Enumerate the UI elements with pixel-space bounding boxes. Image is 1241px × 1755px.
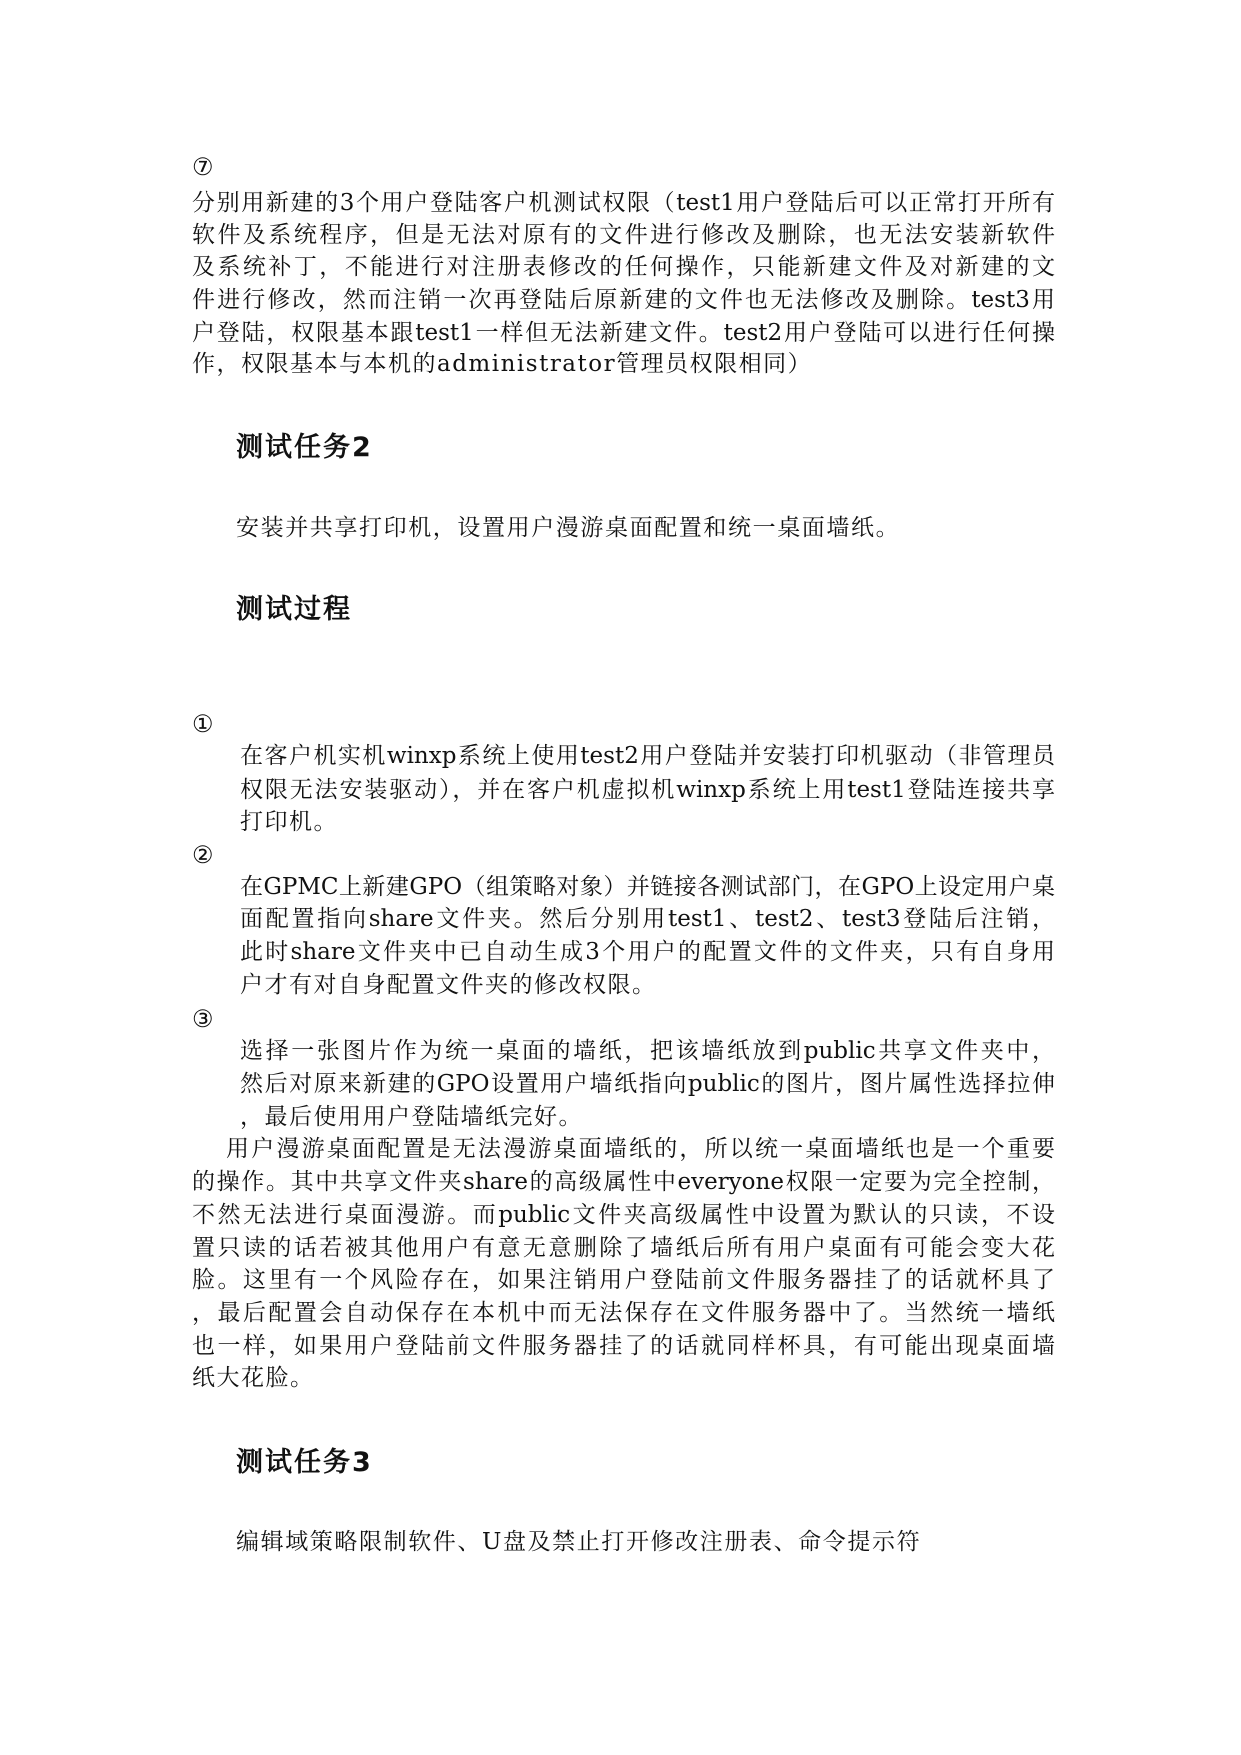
task3-heading: 测试任务3: [236, 1447, 373, 1478]
step1-line: 在客户机实机winxp系统上使用test2用户登陆并安装打印机驱动（非管理员: [240, 743, 1055, 769]
step-marker-1: ①: [192, 710, 214, 738]
step2-line: 面配置指向share文件夹。然后分别用test1、test2、test3登陆后注销，: [240, 906, 1055, 932]
step7-line: 作，权限基本与本机的administrator管理员权限相同）: [192, 351, 813, 377]
task2-heading: 测试任务2: [236, 432, 373, 463]
step3-line: 然后对原来新建的GPO设置用户墙纸指向public的图片，图片属性选择拉伸: [240, 1071, 1055, 1097]
step7-line: 分别用新建的3个用户登陆客户机测试权限（test1用户登陆后可以正常打开所有: [192, 190, 1055, 216]
note-line: 脸。这里有一个风险存在，如果注销用户登陆前文件服务器挂了的话就杯具了: [192, 1267, 1055, 1293]
note-line: 不然无法进行桌面漫游。而public文件夹高级属性中设置为默认的只读，不设: [192, 1202, 1055, 1228]
note-line: 的操作。其中共享文件夹share的高级属性中everyone权限一定要为完全控制，: [192, 1169, 1055, 1195]
note-line: 置只读的话若被其他用户有意无意删除了墙纸后所有用户桌面有可能会变大花: [192, 1235, 1055, 1261]
task2-description: 安装并共享打印机，设置用户漫游桌面配置和统一桌面墙纸。: [236, 515, 901, 541]
step-marker-7: ⑦: [192, 153, 214, 181]
note-line: 纸大花脸。: [192, 1365, 315, 1391]
step3-line: 选择一张图片作为统一桌面的墙纸，把该墙纸放到public共享文件夹中，: [240, 1038, 1055, 1064]
step2-line: 此时share文件夹中已自动生成3个用户的配置文件的文件夹，只有自身用: [240, 939, 1055, 965]
note-line: 用户漫游桌面配置是无法漫游桌面墙纸的，所以统一桌面墙纸也是一个重要: [226, 1136, 1055, 1162]
step7-line: 户登陆，权限基本跟test1一样但无法新建文件。test2用户登陆可以进行任何操: [192, 320, 1055, 346]
process-heading: 测试过程: [236, 594, 352, 625]
step1-line: 打印机。: [240, 809, 338, 835]
step7-line: 件进行修改，然而注销一次再登陆后原新建的文件也无法修改及删除。test3用: [192, 287, 1055, 313]
task3-description: 编辑域策略限制软件、U盘及禁止打开修改注册表、命令提示符: [236, 1529, 922, 1555]
step7-line: 软件及系统程序，但是无法对原有的文件进行修改及删除，也无法安装新软件: [192, 222, 1055, 248]
step7-line: 及系统补丁，不能进行对注册表修改的任何操作，只能新建文件及对新建的文: [192, 254, 1055, 280]
step3-line: ，最后使用用户登陆墙纸完好。: [240, 1104, 583, 1130]
step-marker-2: ②: [192, 841, 214, 869]
note-line: ，最后配置会自动保存在本机中而无法保存在文件服务器中了。当然统一墙纸: [192, 1300, 1055, 1326]
step2-line: 在GPMC上新建GPO（组策略对象）并链接各测试部门，在GPO上设定用户桌: [240, 874, 1055, 900]
note-line: 也一样，如果用户登陆前文件服务器挂了的话就同样杯具，有可能出现桌面墙: [192, 1333, 1055, 1359]
step1-line: 权限无法安装驱动），并在客户机虚拟机winxp系统上用test1登陆连接共享: [240, 777, 1055, 803]
step-marker-3: ③: [192, 1005, 214, 1033]
step2-line: 户才有对自身配置文件夹的修改权限。: [240, 972, 657, 998]
